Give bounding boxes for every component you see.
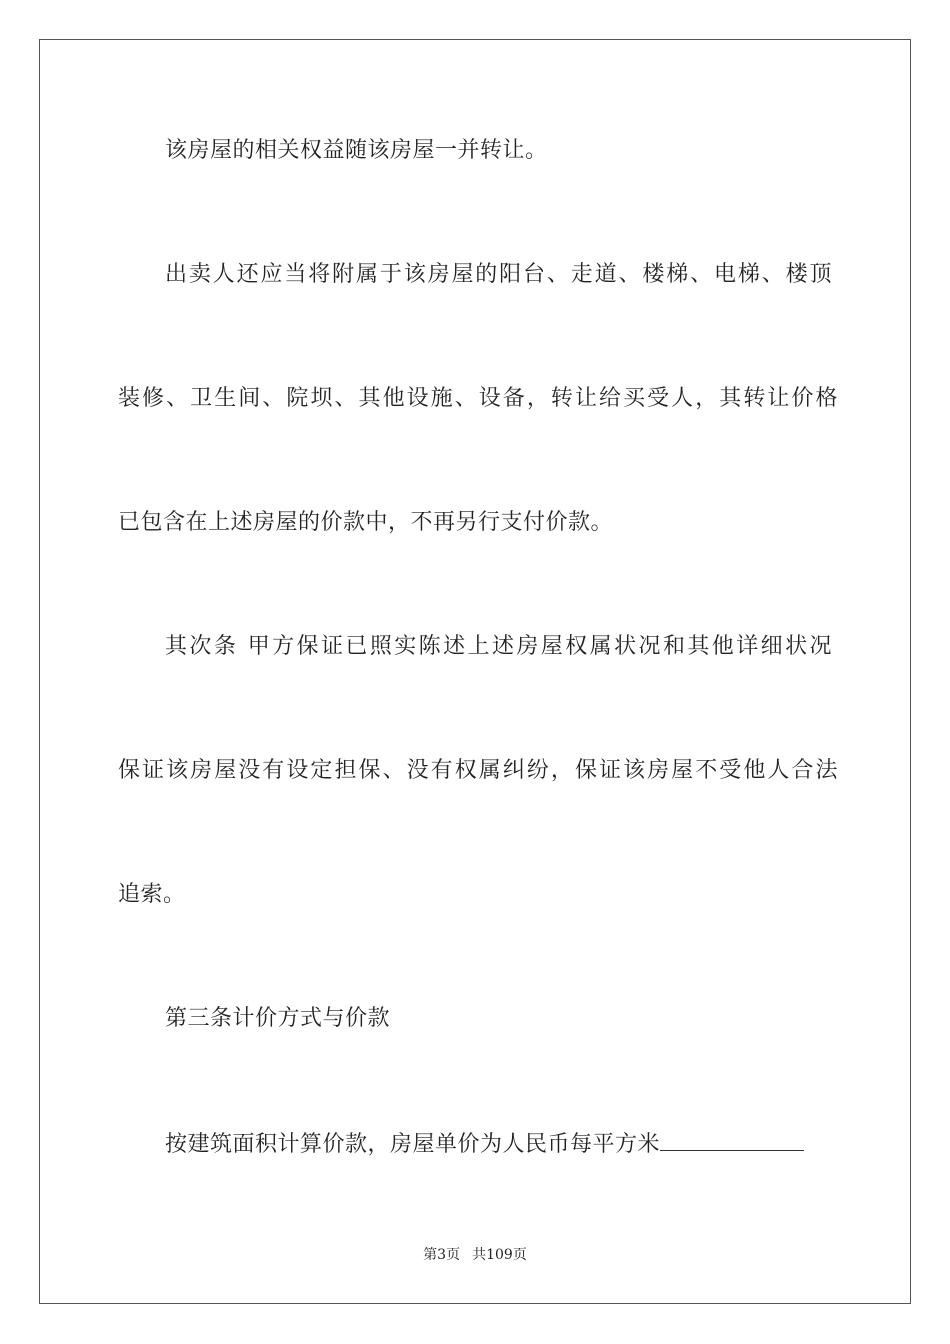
paragraph-line-6: 保证该房屋没有设定担保、没有权属纠纷，保证该房屋不受他人合法 bbox=[118, 758, 838, 783]
page-number: 第3页 bbox=[423, 1247, 461, 1263]
price-text: 按建筑面积计算价款，房屋单价为人民币每平方米 bbox=[165, 1132, 661, 1157]
page-border bbox=[39, 39, 911, 1304]
paragraph-line-5: 其次条 甲方保证已照实陈述上述房屋权属状况和其他详细状况 bbox=[165, 634, 832, 659]
paragraph-line-7: 追索。 bbox=[118, 882, 186, 907]
paragraph-line-1: 该房屋的相关权益随该房屋一并转让。 bbox=[165, 138, 548, 163]
paragraph-line-2: 出卖人还应当将附属于该房屋的阳台、走道、楼梯、电梯、楼顶 bbox=[165, 262, 832, 287]
paragraph-line-3: 装修、卫生间、院坝、其他设施、设备，转让给买受人，其转让价格 bbox=[118, 386, 838, 411]
page-footer bbox=[0, 1246, 950, 1264]
paragraph-line-4: 已包含在上述房屋的价款中，不再另行支付价款。 bbox=[118, 510, 614, 535]
price-blank-line bbox=[660, 1128, 804, 1151]
page-total: 共109页 bbox=[472, 1247, 527, 1263]
paragraph-line-price bbox=[165, 1128, 885, 1160]
section-heading: 第三条计价方式与价款 bbox=[165, 1006, 391, 1031]
